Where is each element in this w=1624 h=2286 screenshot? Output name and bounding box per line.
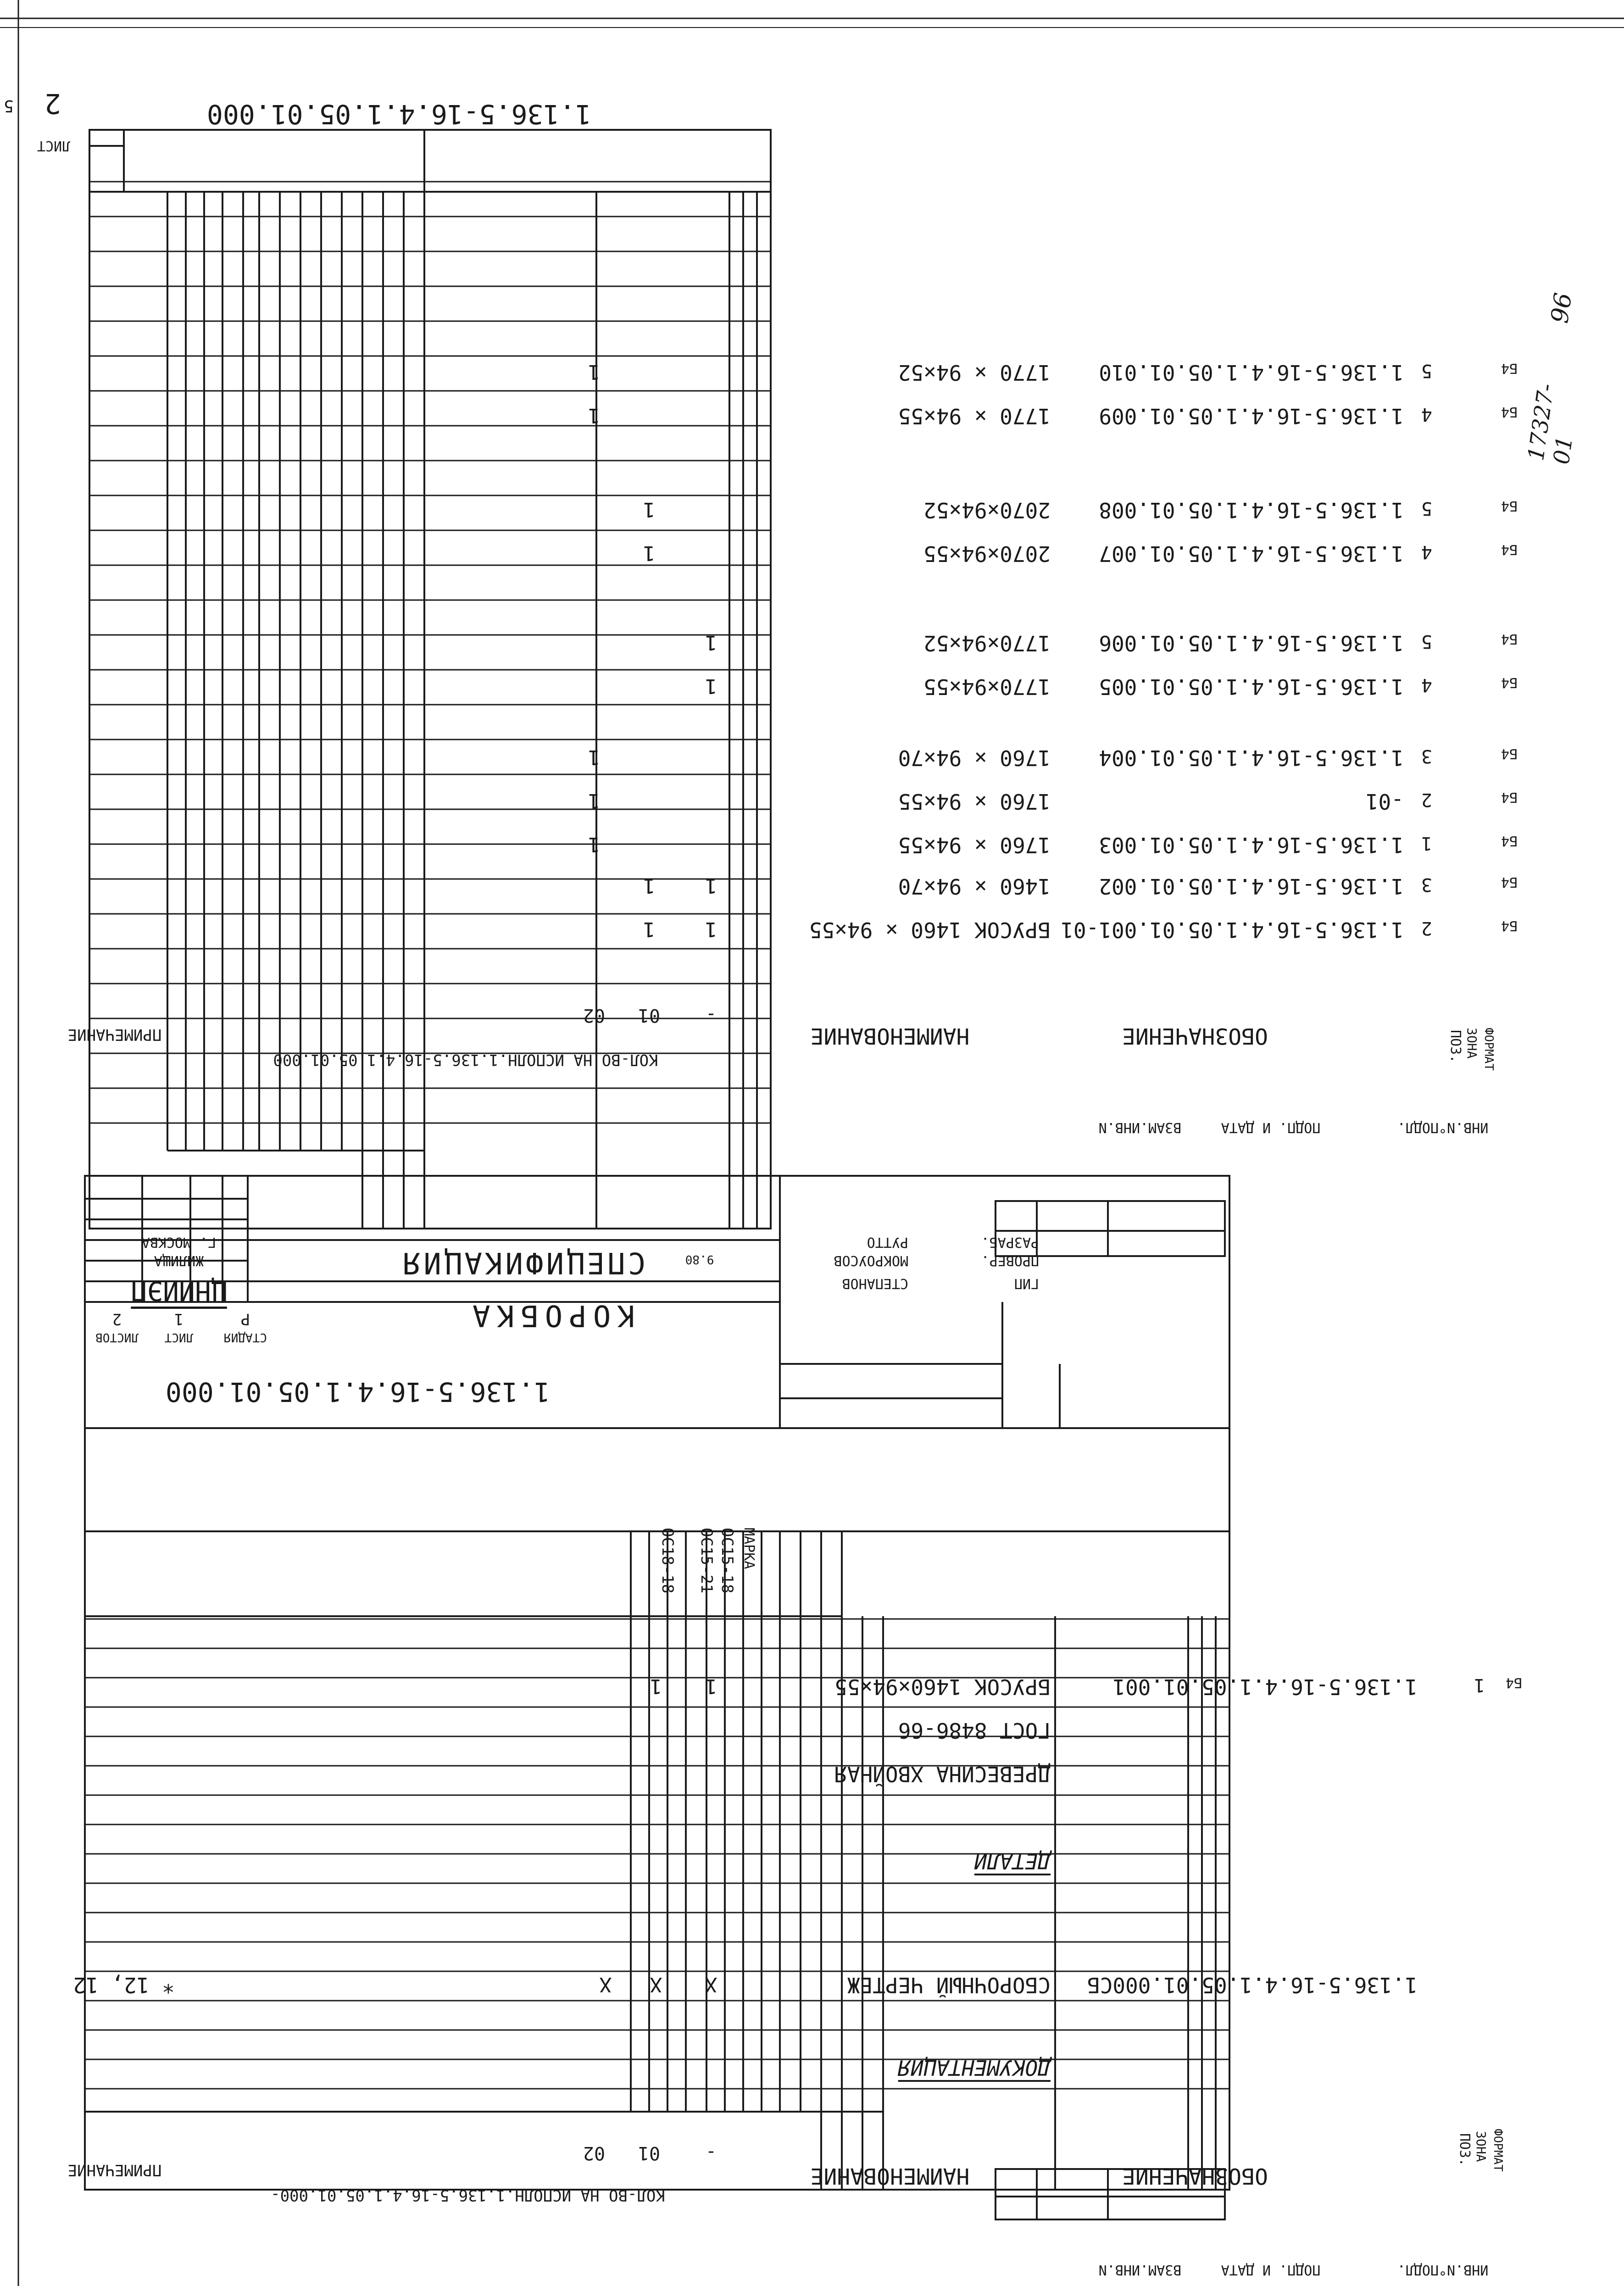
bottom-header-pos: ПОЗ. bbox=[1457, 2133, 1473, 2167]
row-designation: 1.136.5-16.4.1.05.01.009 bbox=[1099, 404, 1404, 428]
row-qty-2: 1 bbox=[588, 789, 601, 812]
row-pos: 5 bbox=[1421, 360, 1433, 381]
row-qty-2: 1 bbox=[588, 745, 601, 769]
row-name: ДЕТАЛИ bbox=[974, 1849, 1051, 1874]
bottom-registry-inv-orig: ИНВ.N°ПОДЛ. bbox=[1397, 2262, 1489, 2278]
row-qty-1: 1 bbox=[643, 874, 656, 897]
row-name: БРУСОК 1460×94×55 bbox=[834, 1674, 1051, 1699]
top-sheet-number: 2 bbox=[44, 87, 61, 119]
title-org-sub: ЖИЛИЩА bbox=[154, 1252, 204, 1268]
handwritten-number: 96 bbox=[1546, 291, 1578, 325]
mark-0: ОС15-18 bbox=[718, 1528, 736, 1594]
row-name: ДРЕВЕСИНА ХВОЙНАЯ bbox=[834, 1762, 1051, 1786]
row-name: 1760 × 94×70 bbox=[898, 745, 1051, 770]
bottom-header-designation: ОБОЗНАЧЕНИЕ bbox=[1122, 2163, 1268, 2189]
bottom-product: КОРОБКА bbox=[466, 1298, 635, 1332]
mark-1: ОС15-21 bbox=[697, 1528, 716, 1594]
title-sheet-label: ЛИСТ bbox=[164, 1330, 194, 1344]
row-designation: 1.136.5-16.4.1.05.01.005 bbox=[1099, 674, 1404, 699]
bottom-header-qty-label: КОЛ-ВО НА ИСПОЛН.1.136.5-16.4.1.05.01.000- bbox=[271, 2186, 665, 2204]
row-format: Б4 bbox=[1501, 874, 1518, 890]
row-qty-0: 1 bbox=[705, 874, 717, 897]
top-qty-col-2: 02 bbox=[583, 1005, 606, 1026]
bottom-registry-sign-date: ПОДП. И ДАТА bbox=[1221, 2262, 1321, 2278]
role-label: ГИП bbox=[1014, 1275, 1039, 1291]
row-pos: 1 bbox=[1474, 1674, 1485, 1696]
row-designation: -01 bbox=[1365, 789, 1404, 814]
bottom-qty-col-0: - bbox=[705, 2142, 717, 2164]
row-format: Б4 bbox=[1501, 674, 1518, 690]
bottom-header-note: ПРИМЕЧАНИЕ bbox=[67, 2161, 162, 2179]
row-pos: 5 bbox=[1421, 631, 1433, 652]
row-qty-1: 1 bbox=[643, 918, 656, 941]
top-header-name: НАИМЕНОВАНИЕ bbox=[810, 1023, 970, 1049]
title-org: ЦНИИЭП bbox=[131, 1275, 227, 1307]
title-stage-label: СТАДИЯ bbox=[224, 1330, 267, 1344]
row-name: БРУСОК 1460 × 94×55 bbox=[809, 918, 1051, 942]
bottom-header-format: ФОРМАТ bbox=[1491, 2129, 1505, 2172]
top-spec-block bbox=[89, 130, 1225, 1256]
row-pos: 3 bbox=[1421, 874, 1433, 895]
top-registry-inv-replace: ВЗАМ.ИНВ.N bbox=[1098, 1119, 1182, 1135]
top-header-qty-label: КОЛ-ВО НА ИСПОЛН.1.136.5-16.4.1.05.01.000 bbox=[273, 1051, 658, 1069]
title-sheet: 1 bbox=[174, 1310, 184, 1328]
row-pos: 4 bbox=[1421, 674, 1433, 695]
row-qty-2: 1 bbox=[588, 833, 601, 856]
row-designation: 1.136.5-16.4.1.05.01.000СБ bbox=[1087, 1973, 1418, 1997]
row-pos: 2 bbox=[1421, 918, 1433, 939]
role-name: СТЕПАНОВ bbox=[842, 1275, 908, 1291]
top-registry-sign-date: ПОДП. И ДАТА bbox=[1221, 1119, 1321, 1135]
row-qty-2: 1 bbox=[588, 360, 601, 384]
row-format: Б4 bbox=[1501, 541, 1518, 557]
row-qty-0: 1 bbox=[705, 674, 717, 698]
row-format: Б4 bbox=[1501, 404, 1518, 420]
row-qty-0: 1 bbox=[705, 631, 717, 654]
row-format: Б4 bbox=[1501, 360, 1518, 376]
title-sheets: 2 bbox=[112, 1310, 122, 1328]
title-sheets-label: ЛИСТОВ bbox=[95, 1330, 139, 1344]
row-format: Б4 bbox=[1501, 789, 1518, 805]
title-stage: Р bbox=[240, 1310, 250, 1328]
row-name: 1760 × 94×55 bbox=[898, 833, 1051, 857]
role-label: ПРОВЕР. bbox=[981, 1252, 1039, 1268]
top-header-designation: ОБОЗНАЧЕНИЕ bbox=[1122, 1023, 1268, 1049]
row-designation: 1.136.5-16.4.1.05.01.004 bbox=[1099, 745, 1404, 770]
row-name: ДОКУМЕНТАЦИЯ bbox=[898, 2055, 1051, 2080]
row-format: Б4 bbox=[1501, 745, 1518, 762]
role-name: МОКРОУСОВ bbox=[834, 1252, 908, 1268]
bottom-header-zone: ЗОНА bbox=[1474, 2131, 1489, 2162]
row-name: 1770×94×52 bbox=[923, 631, 1051, 656]
row-pos: 2 bbox=[1421, 789, 1433, 810]
row-designation: 1.136.5-16.4.1.05.01.008 bbox=[1099, 498, 1404, 523]
bottom-spec-block bbox=[85, 1176, 1229, 2219]
row-format: Б4 bbox=[1501, 498, 1518, 514]
top-header-zone: ЗОНА bbox=[1464, 1028, 1479, 1059]
row-qty-1: 1 bbox=[650, 1674, 662, 1698]
row-designation: 1.136.5-16.4.1.05.01.002 bbox=[1099, 874, 1404, 899]
row-name: 2070×94×52 bbox=[923, 498, 1051, 523]
row-name: 1760 × 94×55 bbox=[898, 789, 1051, 814]
row-qty-0: 1 bbox=[705, 918, 717, 941]
row-pos: 4 bbox=[1421, 404, 1433, 425]
row-name: ГОСТ 8486-66 bbox=[898, 1718, 1051, 1743]
mark-2: ОС18-18 bbox=[658, 1528, 677, 1594]
row-name: 1770 × 94×52 bbox=[898, 360, 1051, 385]
row-qty-1: 1 bbox=[643, 541, 656, 565]
top-header-format: ФОРМАТ bbox=[1482, 1028, 1496, 1071]
margin-left-mark: 5 bbox=[4, 96, 14, 115]
row-qty-2: 1 bbox=[588, 404, 601, 427]
top-doc-code: 1.136.5-16.4.1.05.01.000 bbox=[206, 99, 592, 130]
row-designation: 1.136.5-16.4.1.05.01.001-01 bbox=[1061, 918, 1404, 942]
row-name: 2070×94×55 bbox=[923, 541, 1051, 566]
row-format: Б4 bbox=[1505, 1674, 1523, 1691]
row-qty-1: Х bbox=[650, 1973, 662, 1996]
bottom-qty-col-2: 02 bbox=[583, 2142, 606, 2164]
bottom-registry-inv-replace: ВЗАМ.ИНВ.N bbox=[1098, 2262, 1182, 2278]
row-qty-1: 1 bbox=[643, 498, 656, 521]
top-registry-inv-orig: ИНВ.N°ПОДЛ. bbox=[1397, 1119, 1489, 1135]
row-name: 1460 × 94×70 bbox=[898, 874, 1051, 899]
role-date: 9.80 bbox=[685, 1252, 714, 1266]
row-designation: 1.136.5-16.4.1.05.01.007 bbox=[1099, 541, 1404, 566]
row-designation: 1.136.5-16.4.1.05.01.010 bbox=[1099, 360, 1404, 385]
top-header-note: ПРИМЕЧАНИЕ bbox=[67, 1025, 162, 1044]
bottom-doc-code: 1.136.5-16.4.1.05.01.000 bbox=[165, 1376, 551, 1407]
row-pos: 3 bbox=[1421, 745, 1433, 767]
row-designation: 1.136.5-16.4.1.05.01.001 bbox=[1112, 1674, 1418, 1699]
role-name: РУТТО bbox=[867, 1234, 908, 1250]
row-format: Б4 bbox=[1501, 631, 1518, 647]
bottom-qty-col-1: 01 bbox=[638, 2142, 661, 2164]
row-pos: 4 bbox=[1421, 541, 1433, 562]
row-note: * 12, 12 bbox=[73, 1973, 175, 1997]
role-label: РАЗРАБ. bbox=[981, 1234, 1039, 1250]
title-city: Г. МОСКВА bbox=[141, 1234, 217, 1250]
row-designation: 1.136.5-16.4.1.05.01.006 bbox=[1099, 631, 1404, 656]
marks-label: МАРКА bbox=[741, 1528, 757, 1569]
row-pos: 1 bbox=[1421, 833, 1433, 854]
bottom-doc-type: СПЕЦИФИКАЦИЯ bbox=[400, 1246, 646, 1279]
row-name: 1770 × 94×55 bbox=[898, 404, 1051, 428]
top-qty-col-0: - bbox=[705, 1005, 717, 1026]
row-format: Б4 bbox=[1501, 918, 1518, 934]
row-name: СБОРОЧНЫЙ ЧЕРТЕЖ bbox=[847, 1973, 1051, 1997]
bottom-header-name: НАИМЕНОВАНИЕ bbox=[810, 2163, 970, 2189]
row-name: 1770×94×55 bbox=[923, 674, 1051, 699]
top-sheet-label: ЛИСТ bbox=[37, 138, 71, 154]
row-qty-0: Х bbox=[705, 1973, 717, 1996]
top-header-pos: ПОЗ. bbox=[1447, 1030, 1463, 1063]
row-pos: 5 bbox=[1421, 498, 1433, 519]
row-qty-0: 1 bbox=[705, 1674, 717, 1698]
handwritten-id: 17327-01 bbox=[1523, 382, 1578, 466]
row-qty-2: Х bbox=[599, 1973, 612, 1996]
row-format: Б4 bbox=[1501, 833, 1518, 849]
top-qty-col-1: 01 bbox=[638, 1005, 661, 1026]
row-designation: 1.136.5-16.4.1.05.01.003 bbox=[1099, 833, 1404, 857]
